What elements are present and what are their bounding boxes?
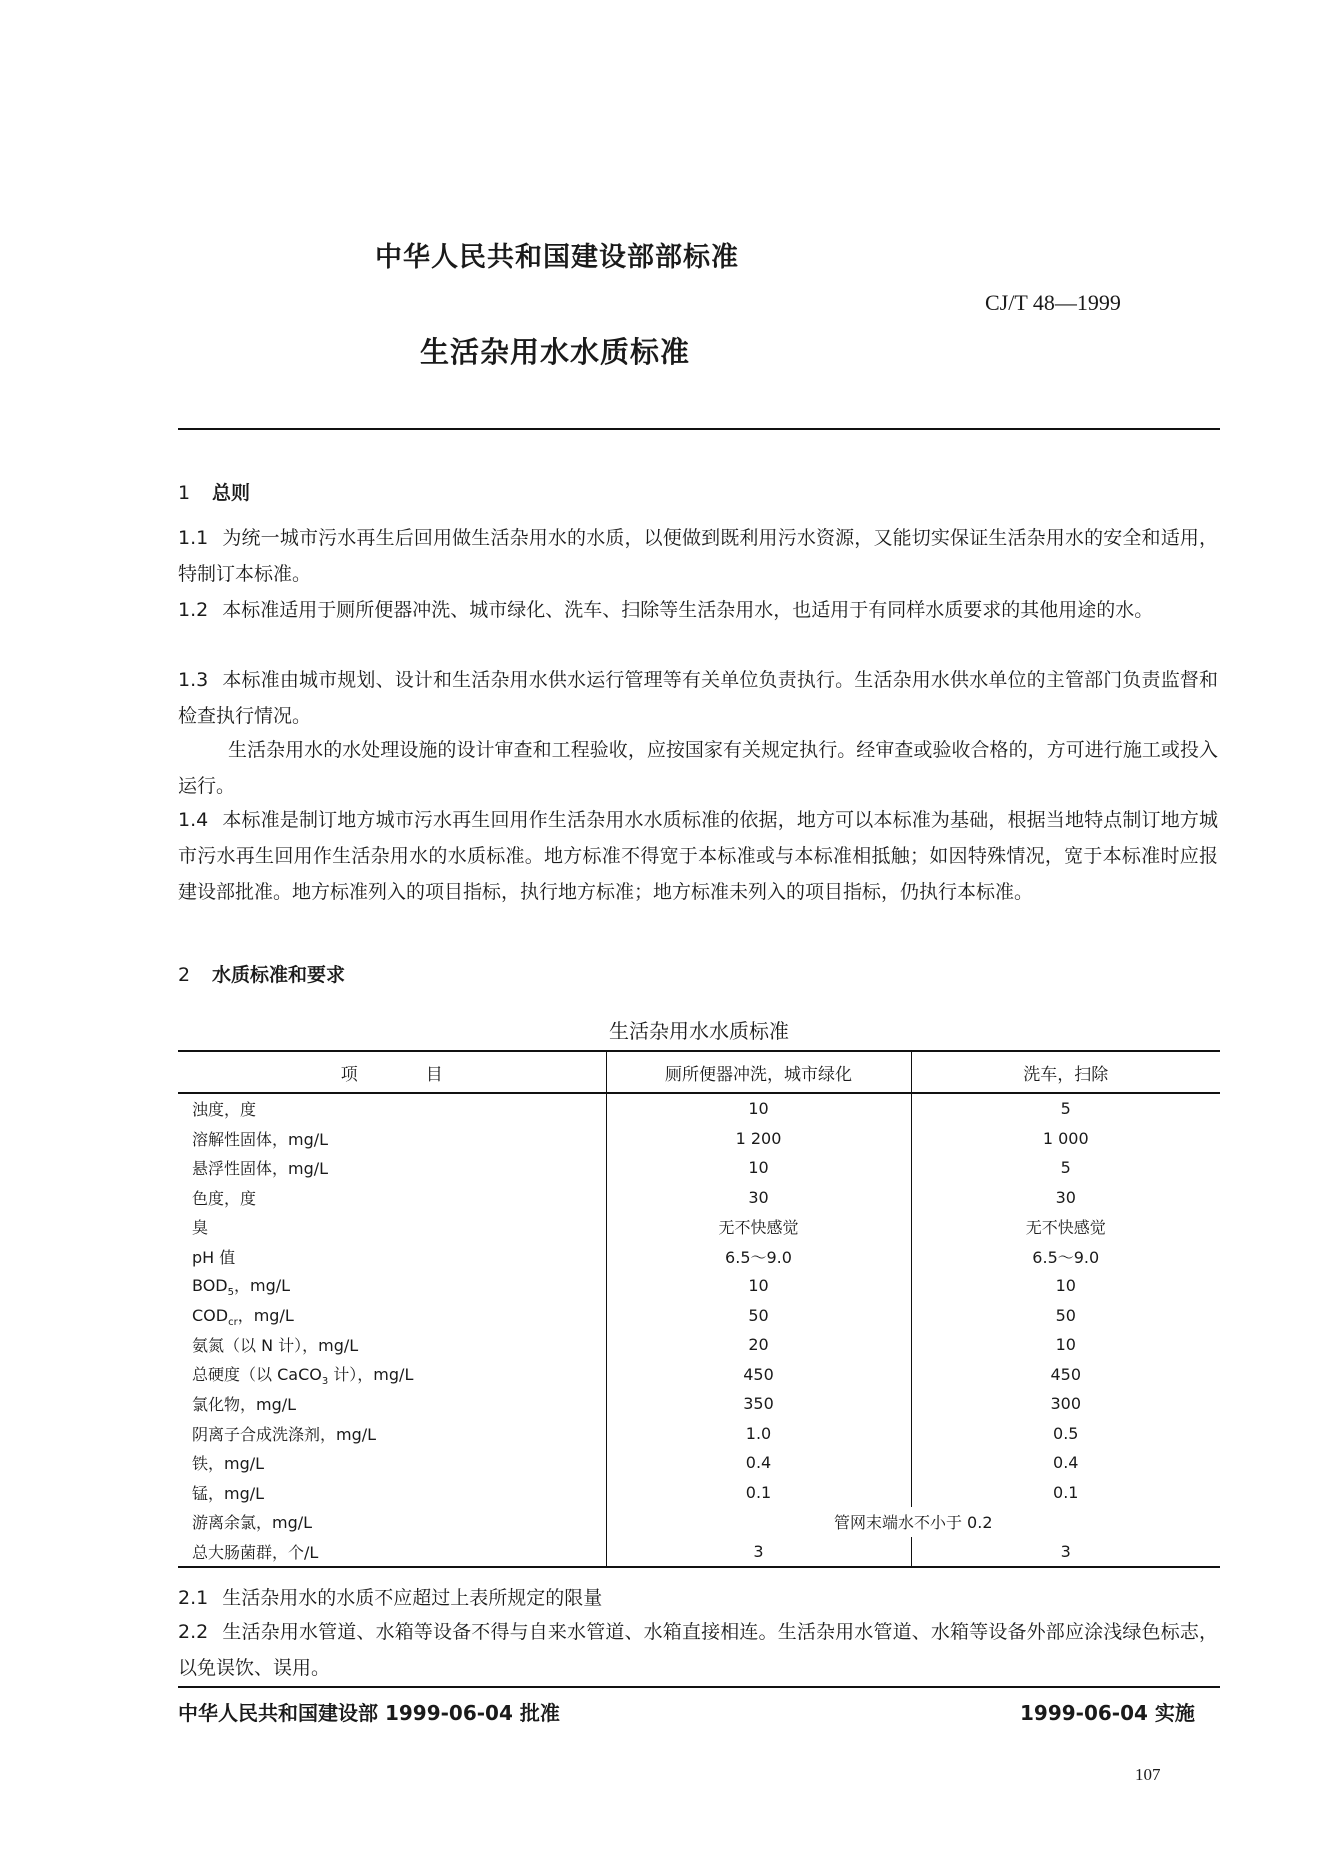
clause-2-1: 2.1 生活杂用水的水质不应超过上表所规定的限量 xyxy=(178,1587,603,1609)
row-item: 阴离子合成洗涤剂，mg/L xyxy=(192,1424,377,1444)
clause-1-3: 1.3 本标准由城市规划、设计和生活杂用水供水运行管理等有关单位负责执行。生活杂用水供水单位的主管部门负责监督和检查执行情况。 xyxy=(178,669,1218,727)
row-value-b: 1 000 xyxy=(911,1124,1220,1154)
row-value-b: 300 xyxy=(911,1389,1220,1419)
clause-1-3-supplement: 生活杂用水的水处理设施的设计审查和工程验收，应按国家有关规定执行。经审查或验收合格的，方可进行施工或投入运行。 xyxy=(178,739,1218,797)
standard-code: CJ/T 48—1999 xyxy=(985,290,1121,315)
row-value-a: 350 xyxy=(606,1389,911,1419)
row-value-a: 10 xyxy=(606,1271,911,1301)
row-item: pH 值 xyxy=(192,1247,236,1267)
section-1-heading: 1 总则 xyxy=(178,482,251,504)
table-row xyxy=(178,1212,1220,1242)
row-item: 溶解性固体，mg/L xyxy=(192,1129,329,1149)
row-item: 总硬度（以 CaCO$_3$ 计），mg/L xyxy=(192,1364,414,1387)
row-value-b: 10 xyxy=(911,1330,1220,1360)
row-value-a: 1 200 xyxy=(606,1124,911,1154)
page-number: 107 xyxy=(1135,1765,1161,1784)
row-value-a: 10 xyxy=(606,1153,911,1183)
implementation-date: 1999-06-04 实施 xyxy=(1020,1701,1195,1725)
table-row xyxy=(178,1183,1220,1213)
row-value-a: 450 xyxy=(606,1360,911,1390)
table-row xyxy=(178,1507,1220,1537)
table-row xyxy=(178,1330,1220,1360)
row-item: 游离余氯，mg/L xyxy=(192,1513,313,1533)
row-value-b: 无不快感觉 xyxy=(911,1212,1220,1242)
document-title: 生活杂用水水质标准 xyxy=(420,335,691,369)
table-row xyxy=(178,1301,1220,1331)
row-value-b: 50 xyxy=(911,1301,1220,1331)
footer-rule xyxy=(178,1686,1220,1688)
row-value-b: 450 xyxy=(911,1360,1220,1390)
clause-1-4: 1.4 本标准是制订地方城市污水再生回用作生活杂用水水质标准的依据，地方可以本标准为基础，根据当地特点制订地方城市污水再生回用作生活杂用水的水质标准。地方标准不得宽于本标准或与本标准相抵触；如因特殊情况，宽于本标准时应报建设部批准。地方标准列入的项目指标，执行地方标准；地方标准未列入的项目指标，仍执行本标准。 xyxy=(178,809,1218,903)
row-item: 浊度，度 xyxy=(192,1100,257,1120)
row-item: 氯化物，mg/L xyxy=(192,1395,297,1415)
row-value-b: 0.1 xyxy=(911,1478,1220,1508)
issuing-authority: 中华人民共和国建设部部标准 xyxy=(375,242,739,273)
row-item: 氨氮（以 N 计），mg/L xyxy=(192,1336,359,1356)
row-value-b: 30 xyxy=(911,1183,1220,1213)
approval-line: 中华人民共和国建设部 1999-06-04 批准 xyxy=(178,1701,560,1725)
row-value-a: 无不快感觉 xyxy=(606,1212,911,1242)
clause-1-1: 1.1 为统一城市污水再生后回用做生活杂用水的水质，以便做到既利用污水资源，又能切实保证生活杂用水的安全和适用，特制订本标准。 xyxy=(178,527,1218,585)
row-value-a: 6.5～9.0 xyxy=(606,1242,911,1272)
table-row xyxy=(178,1478,1220,1508)
row-value-a: 3 xyxy=(606,1537,911,1568)
row-value-a: 50 xyxy=(606,1301,911,1331)
table-row xyxy=(178,1419,1220,1449)
row-value-a: 0.1 xyxy=(606,1478,911,1508)
row-value-a: 0.4 xyxy=(606,1448,911,1478)
row-value-a: 30 xyxy=(606,1183,911,1213)
row-item: 臭 xyxy=(192,1218,209,1238)
row-value-b: 0.4 xyxy=(911,1448,1220,1478)
row-value-a: 10 xyxy=(606,1093,911,1124)
row-item: 悬浮性固体，mg/L xyxy=(192,1159,329,1179)
clause-1-2: 1.2 本标准适用于厕所便器冲洗、城市绿化、洗车、扫除等生活杂用水，也适用于有同样水质要求的其他用途的水。 xyxy=(178,599,1154,621)
column-header-item: 项 目 xyxy=(178,1051,606,1093)
header-rule xyxy=(178,428,1220,430)
row-item: $COD_{cr}$，mg/L xyxy=(192,1305,294,1328)
row-value-b: 5 xyxy=(911,1153,1220,1183)
table-row xyxy=(178,1271,1220,1301)
section-2-heading: 2 水质标准和要求 xyxy=(178,964,346,986)
table-row xyxy=(178,1093,1220,1124)
water-quality-table xyxy=(178,1050,1220,1568)
row-item: 锰，mg/L xyxy=(192,1483,265,1503)
table-row xyxy=(178,1124,1220,1154)
row-value-b: 6.5～9.0 xyxy=(911,1242,1220,1272)
row-value-a: 20 xyxy=(606,1330,911,1360)
table-row xyxy=(178,1537,1220,1568)
clause-2-2: 2.2 生活杂用水管道、水箱等设备不得与自来水管道、水箱直接相连。生活杂用水管道、水箱等设备外部应涂浅绿色标志，以免误饮、误用。 xyxy=(178,1621,1218,1679)
row-value-b: 5 xyxy=(911,1093,1220,1124)
table-header-row xyxy=(178,1051,1220,1093)
row-item: $BOD_5$，mg/L xyxy=(192,1276,291,1299)
table-row xyxy=(178,1389,1220,1419)
row-value-b: 10 xyxy=(911,1271,1220,1301)
table-row xyxy=(178,1448,1220,1478)
column-header-toilet-greening: 厕所便器冲洗，城市绿化 xyxy=(606,1051,911,1093)
table-row xyxy=(178,1153,1220,1183)
row-value-merged: 管网末端水不小于 0.2 xyxy=(606,1507,1220,1537)
table-title: 生活杂用水水质标准 xyxy=(609,1019,789,1043)
row-item: 色度，度 xyxy=(192,1188,257,1208)
row-value-a: 1.0 xyxy=(606,1419,911,1449)
row-value-b: 3 xyxy=(911,1537,1220,1568)
row-item: 总大肠菌群，个/L xyxy=(178,1537,606,1568)
row-value-b: 0.5 xyxy=(911,1419,1220,1449)
row-item: 铁，mg/L xyxy=(192,1454,265,1474)
column-header-carwash-cleaning: 洗车，扫除 xyxy=(911,1051,1220,1093)
table-row xyxy=(178,1242,1220,1272)
table-row xyxy=(178,1360,1220,1390)
